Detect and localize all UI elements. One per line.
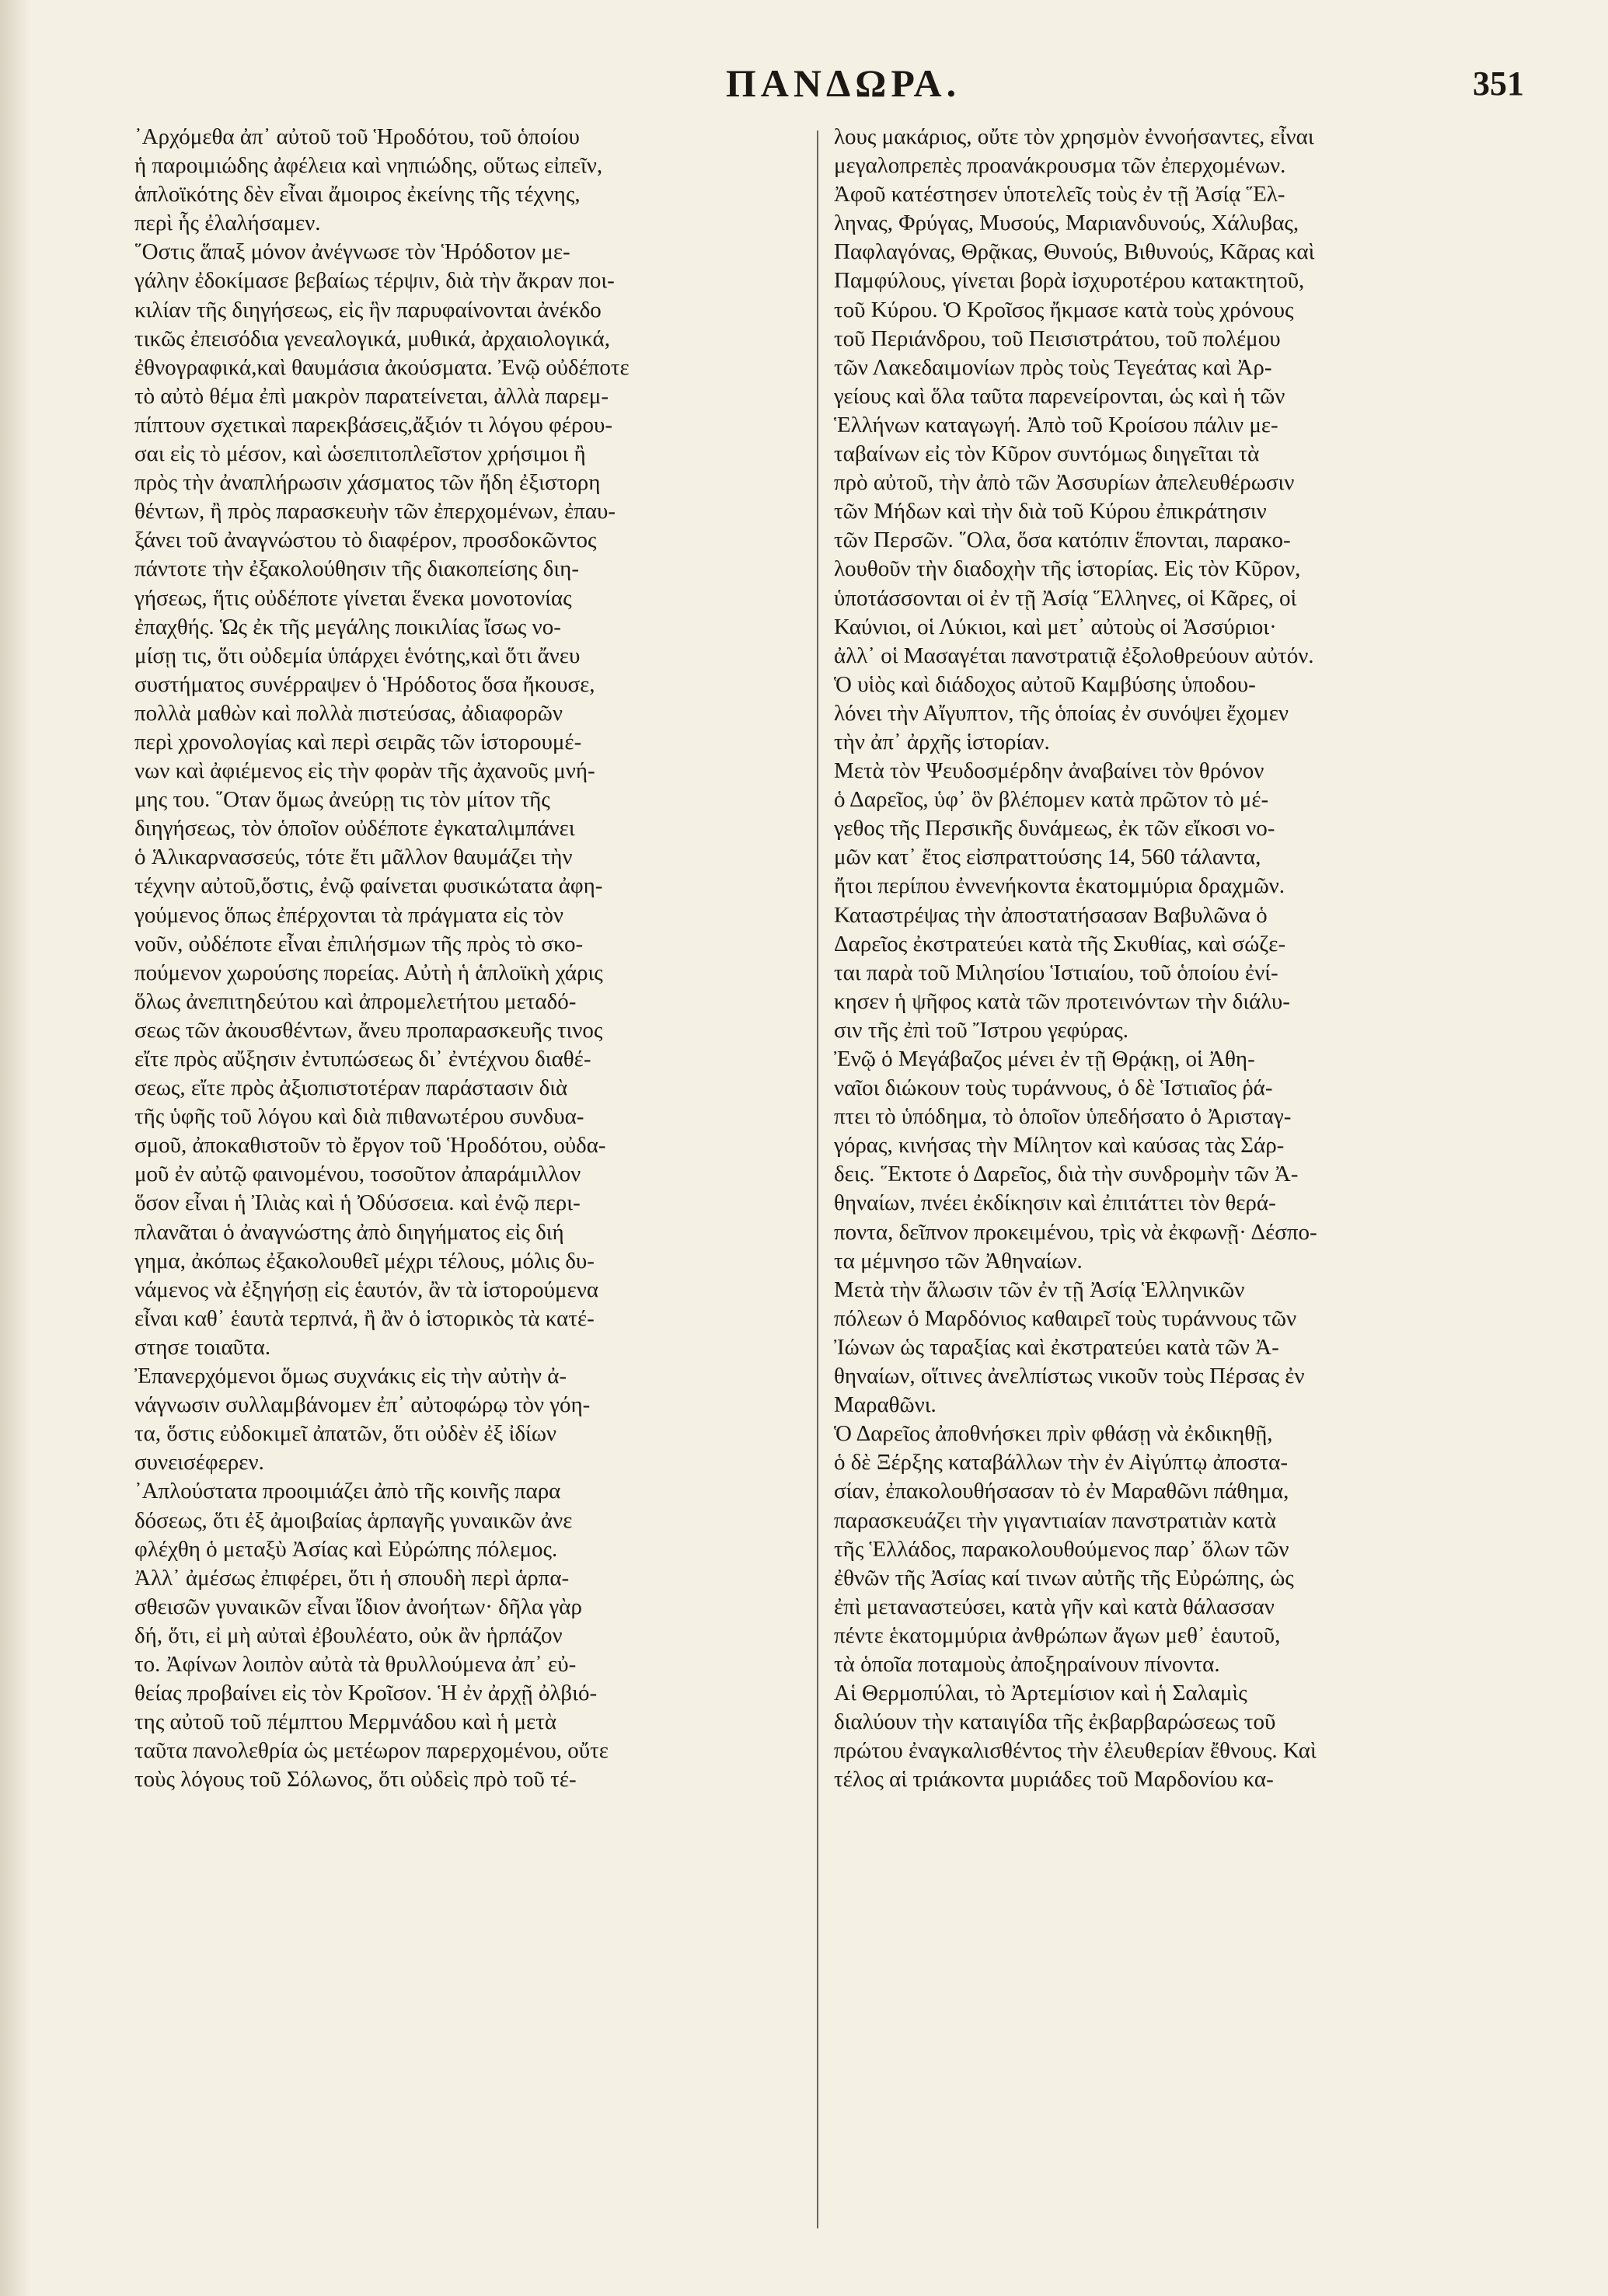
text-line: ἀλλ᾽ οἱ Μασαγέται πανστρατιᾷ ἐξολοθρεύουν αὐτόν. xyxy=(834,643,1314,668)
text-line: τὸ αὐτὸ θέμα ἐπὶ μακρὸν παρατείνεται, ἀλλὰ παρεμ- xyxy=(134,383,609,409)
text-line: ἁπλοϊκότης δὲν εἶναι ἄμοιρος ἐκείνης τῆς τέχνης, xyxy=(134,182,581,207)
text-line: σμοῦ, ἀποκαθιστοῦν τὸ ἔργον τοῦ Ἡροδότου, οὐδα- xyxy=(134,1133,606,1158)
text-line: σθεισῶν γυναικῶν εἶναι ἴδιον ἀνοήτων· δῆλα γὰρ xyxy=(134,1594,582,1619)
text-line: γούμενος ὅπως ἐπέρχονται τὰ πράγματα εἰς τὸν xyxy=(134,902,563,928)
text-line: ἐπαχθής. Ὡς ἐκ τῆς μεγάλης ποικιλίας ἴσως νο- xyxy=(134,614,561,639)
text-line: γάλην ἐδοκίμασε βεβαίως τέρψιν, διὰ τὴν ἄκραν ποι- xyxy=(134,268,615,294)
text-line: τῶν Λακεδαιμονίων πρὸς τοὺς Τεγεάτας καὶ Ἀρ- xyxy=(834,354,1272,380)
page-number: 351 xyxy=(1473,64,1524,103)
text-line: ληνας, Φρύγας, Μυσούς, Μαριανδυνούς, Χάλυβας, xyxy=(834,211,1299,236)
text-line: δή, ὅτι, εἰ μὴ αὐταὶ ἐβουλέατο, οὐκ ἂν ἡρπάζον xyxy=(134,1622,563,1648)
text-line: πρὸ αὐτοῦ, τὴν ἀπὸ τῶν Ἀσσυρίων ἀπελευθέρωσιν xyxy=(834,470,1295,496)
text-line: σιν τῆς ἐπὶ τοῦ Ἴστρου γεφύρας. xyxy=(834,1017,1129,1043)
text-line: μης του. ῞Οταν ὅμως ἀνεύρῃ τις τὸν μίτον τῆς xyxy=(134,787,550,813)
text-line: της αὐτοῦ τοῦ πέμπτου Μερμνάδου καὶ ἡ μετὰ xyxy=(134,1709,557,1735)
text-line: ὁ Δαρεῖος, ὑφ᾽ ὃν βλέπομεν κατὰ πρῶτον τὸ μέ- xyxy=(834,787,1269,813)
text-line: σεως, εἴτε πρὸς ἀξιοπιστοτέραν παράστασιν διὰ xyxy=(134,1075,568,1101)
text-line: πίπτουν σχετικαὶ παρεκβάσεις,ἄξιόν τι λόγου φέρου- xyxy=(134,412,612,437)
text-line: γείους καὶ ὅλα ταῦτα παρενείρονται, ὡς καὶ ἡ τῶν xyxy=(834,383,1285,409)
text-line: ὁ δὲ Ξέρξης καταβάλλων τὴν ἐν Αἰγύπτῳ ἀποστα- xyxy=(834,1450,1289,1476)
text-line: συστήματος συνέρραψεν ὁ Ἡρόδοτος ὅσα ἤκουσε, xyxy=(134,671,595,697)
text-line: Δαρεῖος ἐκστρατεύει κατὰ τῆς Σκυθίας, καὶ σώζε- xyxy=(834,931,1286,956)
text-line: ται παρὰ τοῦ Μιλησίου Ἱστιαίου, τοῦ ὁποίου ἐνί- xyxy=(834,960,1278,985)
text-line: τὴν ἀπ᾽ ἀρχῆς ἱστορίαν. xyxy=(834,729,1050,754)
text-line: ξάνει τοῦ ἀναγνώστου τὸ διαφέρον, προσδοκῶντος xyxy=(134,528,597,553)
text-line: Μαραθῶνι. xyxy=(834,1392,937,1418)
text-line: θέντων, ἢ πρὸς παρασκευὴν τῶν ἐπερχομένων, ἐπαυ- xyxy=(134,499,616,524)
text-line: Ἑλλήνων καταγωγή. Ἀπὸ τοῦ Κροίσου πάλιν με- xyxy=(834,412,1278,437)
text-line: λους μακάριος, οὔτε τὸν χρησμὸν ἐννοήσαντες, εἶναι xyxy=(834,124,1314,149)
text-line: Καταστρέψας τὴν ἀποστατήσασαν Βαβυλῶνα ὁ xyxy=(834,902,1268,928)
text-line: ἐθνῶν τῆς Ἀσίας καί τινων αὐτῆς τῆς Εὐρώπης, ὡς xyxy=(834,1565,1294,1590)
text-line: πόλεων ὁ Μαρδόνιος καθαιρεῖ τοὺς τυράννους τῶν xyxy=(834,1305,1297,1331)
left-text-column xyxy=(134,123,778,1794)
text-line: Παφλαγόνας, Θρᾷκας, Θυνούς, Βιθυνούς, Κᾶρας καὶ xyxy=(834,239,1315,265)
text-line: πέντε ἑκατομμύρια ἀνθρώπων ἄγων μεθ᾽ ἑαυτοῦ, xyxy=(834,1622,1281,1648)
text-line: σίαν, ἐπακολουθήσασαν τὸ ἐν Μαραθῶνι πάθημα, xyxy=(834,1479,1289,1504)
text-line: το. Ἀφίνων λοιπὸν αὐτὰ τὰ θρυλλούμενα ἀπ᾽ εὐ- xyxy=(134,1651,577,1677)
text-line: τοὺς λόγους τοῦ Σόλωνος, ὅτι οὐδεὶς πρὸ τοῦ τέ- xyxy=(134,1767,577,1793)
text-line: κιλίαν τῆς διηγήσεως, εἰς ἣν παρυφαίνονται ἀνέκδο xyxy=(134,297,602,322)
text-line: νων καὶ ἀφιέμενος εἰς τὴν φορὰν τῆς ἀχανοῦς μνή- xyxy=(134,758,595,784)
text-line: σεως τῶν ἀκουσθέντων, ἄνευ προπαρασκευῆς τινος xyxy=(134,1017,603,1043)
text-line: Μετὰ τὸν Ψευδοσμέρδην ἀναβαίνει τὸν θρόνον xyxy=(834,758,1264,784)
text-line: στησε τοιαῦτα. xyxy=(134,1334,271,1360)
text-line: περὶ ἧς ἐλαλήσαμεν. xyxy=(134,211,321,236)
text-line: ὑποτάσσονται οἱ ἐν τῇ Ἀσίᾳ Ἕλληνες, οἱ Κᾶρες, οἱ xyxy=(834,585,1297,611)
text-line: ὁ Ἁλικαρνασσεύς, τότε ἔτι μᾶλλον θαυμάζει τὴν xyxy=(134,845,573,870)
text-line: πούμενον χωρούσης πορείας. Αὐτὴ ἡ ἁπλοϊκὴ χάρις xyxy=(134,960,603,985)
text-line: εἶναι καθ᾽ ἑαυτὰ τερπνά, ἢ ἂν ὁ ἱστορικὸς τὰ κατέ- xyxy=(134,1305,595,1331)
text-line: τῆς ὑφῆς τοῦ λόγου καὶ διὰ πιθανωτέρου συνδυα- xyxy=(134,1104,584,1130)
text-line: θείας προβαίνει εἰς τὸν Κροῖσον. Ἡ ἐν ἀρχῇ ὀλβιό- xyxy=(134,1681,598,1706)
text-line: Αἱ Θερμοπύλαι, τὸ Ἀρτεμίσιον καὶ ἡ Σαλαμὶς xyxy=(834,1681,1247,1706)
text-line: δόσεως, ὅτι ἐξ ἀμοιβαίας ἁρπαγῆς γυναικῶν ἀνε xyxy=(134,1507,573,1533)
text-line: Ἐνῷ ὁ Μεγάβαζος μένει ἐν τῇ Θρᾴκῃ, οἱ Ἀθη- xyxy=(834,1047,1255,1071)
text-line: ᾽Απλούστατα προοιμιάζει ἀπὸ τῆς κοινῆς παρα xyxy=(134,1479,561,1504)
text-line: ἐθνογραφικά,καὶ θαυμάσια ἀκούσματα. Ἐνῷ οὐδέποτε xyxy=(134,354,630,380)
text-line: πάντοτε τὴν ἐξακολούθησιν τῆς διακοπείσης διη- xyxy=(134,556,579,582)
text-line: συνεισέφερεν. xyxy=(134,1450,264,1476)
text-line: Ἀφοῦ κατέστησεν ὑποτελεῖς τοὺς ἐν τῇ Ἀσίᾳ Ἕλ- xyxy=(834,182,1285,207)
text-line: μεγαλοπρεπὲς προανάκρουσμα τῶν ἐπερχομένων. xyxy=(834,153,1286,179)
text-line: Ἀλλ᾽ ἀμέσως ἐπιφέρει, ὅτι ἡ σπουδὴ περὶ ἁρπα- xyxy=(134,1565,570,1590)
text-line: ἡ παροιμιώδης ἀφέλεια καὶ νηπιώδης, οὕτως εἰπεῖν, xyxy=(134,153,603,179)
text-line: πολλὰ μαθὼν καὶ πολλὰ πιστεύσας, ἀδιαφορῶν xyxy=(134,700,563,726)
text-line: τοῦ Κύρου. Ὁ Κροῖσος ἤκμασε κατὰ τοὺς χρόνους xyxy=(834,297,1294,322)
text-line: ἐπὶ μεταναστεύσει, κατὰ γῆν καὶ κατὰ θάλασσαν xyxy=(834,1594,1275,1619)
text-line: ᾽Αρχόμεθα ἀπ᾽ αὐτοῦ τοῦ Ἡροδότου, τοῦ ὁποίου xyxy=(134,124,580,149)
text-line: ποντα, δεῖπνον προκειμένου, τρὶς νὰ ἐκφωνῇ· Δέσπο- xyxy=(834,1219,1317,1245)
text-line: τα, ὅστις εὐδοκιμεῖ ἀπατῶν, ὅτι οὐδὲν ἐξ ἰδίων xyxy=(134,1421,557,1447)
text-line: ὅσον εἶναι ἡ Ἰλιὰς καὶ ἡ Ὀδύσσεια. καὶ ἐνῷ περι- xyxy=(134,1190,581,1216)
text-line: ὅλως ἀνεπιτηδεύτου καὶ ἀπρομελετήτου μεταδό- xyxy=(134,988,577,1014)
text-line: σαι εἰς τὸ μέσον, καὶ ὡσεπιτοπλεῖστον χρήσιμοι ἢ xyxy=(134,441,586,467)
text-line: γόρας, κινήσας τὴν Μίλητον καὶ καύσας τὰς Σάρ- xyxy=(834,1133,1285,1158)
text-line: τῶν Περσῶν. ῞Ολα, ὅσα κατόπιν ἕπονται, παρακο- xyxy=(834,528,1291,553)
text-line: νάμενος νὰ ἐξηγήσῃ εἰς ἑαυτόν, ἂν τὰ ἱστορούμενα xyxy=(134,1277,599,1302)
text-line: τα μέμνησο τῶν Ἀθηναίων. xyxy=(834,1248,1083,1273)
text-line: κησεν ἡ ψῆφος κατὰ τῶν προτεινόντων τὴν διάλυ- xyxy=(834,988,1290,1014)
text-line: Παμφύλους, γίνεται βορὰ ἰσχυροτέρου κατακτητοῦ, xyxy=(834,268,1305,294)
running-title: ΠΑΝΔΩΡΑ. xyxy=(725,61,961,105)
text-line: πτει τὸ ὑπόδημα, τὸ ὁποῖον ὑπεδήσατο ὁ Ἀρισταγ- xyxy=(834,1104,1292,1130)
text-line: μίσῃ τις, ὅτι οὐδεμία ὑπάρχει ἑνότης,καὶ ὅτι ἄνευ xyxy=(134,643,581,668)
text-line: νάγνωσιν συλλαμβάνομεν ἐπ᾽ αὐτοφώρῳ τὸν γόη- xyxy=(134,1392,591,1418)
text-line: παρασκευάζει τὴν γιγαντιαίαν πανστρατιὰν κατὰ xyxy=(834,1507,1276,1533)
text-line: μοῦ ἐν αὐτῷ φαινομένου, τοσοῦτον ἀπαράμιλλον xyxy=(134,1162,581,1187)
text-line: διαλύουν τὴν καταιγίδα τῆς ἐκβαρβαρώσεως τοῦ xyxy=(834,1709,1276,1735)
text-line: εἴτε πρὸς αὔξησιν ἐντυπώσεως δι᾽ ἐντέχνου διαθέ- xyxy=(134,1047,591,1071)
text-line: διηγήσεως, τὸν ὁποῖον οὐδέποτε ἐγκαταλιμπάνει xyxy=(134,816,575,841)
text-line: Ὁ υἱὸς καὶ διάδοχος αὐτοῦ Καμβύσης ὑποδου- xyxy=(834,671,1256,697)
text-line: Καύνιοι, οἱ Λύκιοι, καὶ μετ᾽ αὐτοὺς οἱ Ἀσσύριοι· xyxy=(834,614,1277,639)
text-line: θηναίων, πνέει ἐκδίκησιν καὶ ἐπιτάττει τὸν θερά- xyxy=(834,1190,1276,1216)
column-divider xyxy=(817,131,818,2228)
text-line: πλανᾶται ὁ ἀναγνώστης ἀπὸ διηγήματος εἰς διή xyxy=(134,1219,564,1245)
text-line: Ἰώνων ὡς ταραξίας καὶ ἐκστρατεύει κατὰ τῶν Ἀ- xyxy=(834,1334,1279,1360)
text-line: ταβαίνων εἰς τὸν Κῦρον συντόμως διηγεῖται τὰ xyxy=(834,441,1260,467)
text-line: φλέχθη ὁ μεταξὺ Ἀσίας καὶ Εὐρώπης πόλεμος. xyxy=(134,1536,558,1562)
text-line: πρὸς τὴν ἀναπλήρωσιν χάσματος τῶν ἤδη ἐξιστορη xyxy=(134,470,601,496)
text-line: θηναίων, οἵτινες ἀνελπίστως νικοῦν τοὺς Πέρσας ἐν xyxy=(834,1364,1305,1389)
right-text-column xyxy=(834,123,1477,1794)
text-line: τοῦ Περιάνδρου, τοῦ Πεισιστράτου, τοῦ πολέμου xyxy=(834,326,1281,351)
text-line: περὶ χρονολογίας καὶ περὶ σειρᾶς τῶν ἱστορουμέ- xyxy=(134,729,582,754)
text-line: γεθος τῆς Περσικῆς δυνάμεως, ἐκ τῶν εἴκοσι νο- xyxy=(834,816,1275,841)
text-line: τέχνην αὐτοῦ,ὅστις, ἐνῷ φαίνεται φυσικώτατα ἀφη- xyxy=(134,873,603,899)
text-line: τῆς Ἑλλάδος, παρακολουθούμενος παρ᾽ ὅλων τῶν xyxy=(834,1536,1289,1562)
text-line: πρώτου ἐναγκαλισθέντος τὴν ἐλευθερίαν ἔθνους. Καὶ xyxy=(834,1738,1317,1764)
text-line: τῶν Μήδων καὶ τὴν διὰ τοῦ Κύρου ἐπικράτησιν xyxy=(834,499,1267,524)
text-line: Μετὰ τὴν ἅλωσιν τῶν ἐν τῇ Ἀσίᾳ Ἑλληνικῶν xyxy=(834,1277,1245,1302)
text-line: δεις. ῞Εκτοτε ὁ Δαρεῖος, διὰ τὴν συνδρομὴν τῶν Ἀ- xyxy=(834,1162,1299,1187)
text-line: γήσεως, ἥτις οὐδέποτε γίνεται ἕνεκα μονοτονίας xyxy=(134,585,572,611)
text-line: μῶν κατ᾽ ἔτος εἰσπραττούσης 14, 560 τάλαντα, xyxy=(834,845,1261,870)
text-line: γημα, ἀκόπως ἐξακολουθεῖ μέχρι τέλους, μόλις δυ- xyxy=(134,1248,595,1273)
text-line: τέλος αἱ τριάκοντα μυριάδες τοῦ Μαρδονίου κα- xyxy=(834,1767,1274,1793)
text-line: ἤτοι περίπου ἐννενήκοντα ἑκατομμύρια δραχμῶν. xyxy=(834,873,1285,899)
text-line: Ὁ Δαρεῖος ἀποθνήσκει πρὶν φθάσῃ νὰ ἐκδικηθῇ, xyxy=(834,1421,1273,1447)
text-line: λόνει τὴν Αἴγυπτον, τῆς ὁποίας ἐν συνόψει ἔχομεν xyxy=(834,700,1289,726)
text-line: ταῦτα πανολεθρία ὡς μετέωρον παρερχομένου, οὔτε xyxy=(134,1738,609,1764)
text-line: νοῦν, οὐδέποτε εἶναι ἐπιλήσμων τῆς πρὸς τὸ σκο- xyxy=(134,931,584,956)
text-line: Ἐπανερχόμενοι ὅμως συχνάκις εἰς τὴν αὐτὴν ἀ- xyxy=(134,1364,567,1389)
text-line: τὰ ὁποῖα ποταμοὺς ἀποξηραίνουν πίνοντα. xyxy=(834,1651,1220,1677)
page-edge-shadow xyxy=(0,0,31,2296)
text-line: ναῖοι διώκουν τοὺς τυράννους, ὁ δὲ Ἱστιαῖος ῥά- xyxy=(834,1075,1273,1101)
text-line: ῞Οστις ἅπαξ μόνον ἀνέγνωσε τὸν Ἡρόδοτον με- xyxy=(134,239,570,265)
text-line: λουθοῦν τὴν διαδοχὴν τῆς ἱστορίας. Εἰς τὸν Κῦρον, xyxy=(834,556,1301,582)
text-line: τικῶς ἐπεισόδια γενεαλογικά, μυθικά, ἀρχαιολογικά, xyxy=(134,326,610,351)
